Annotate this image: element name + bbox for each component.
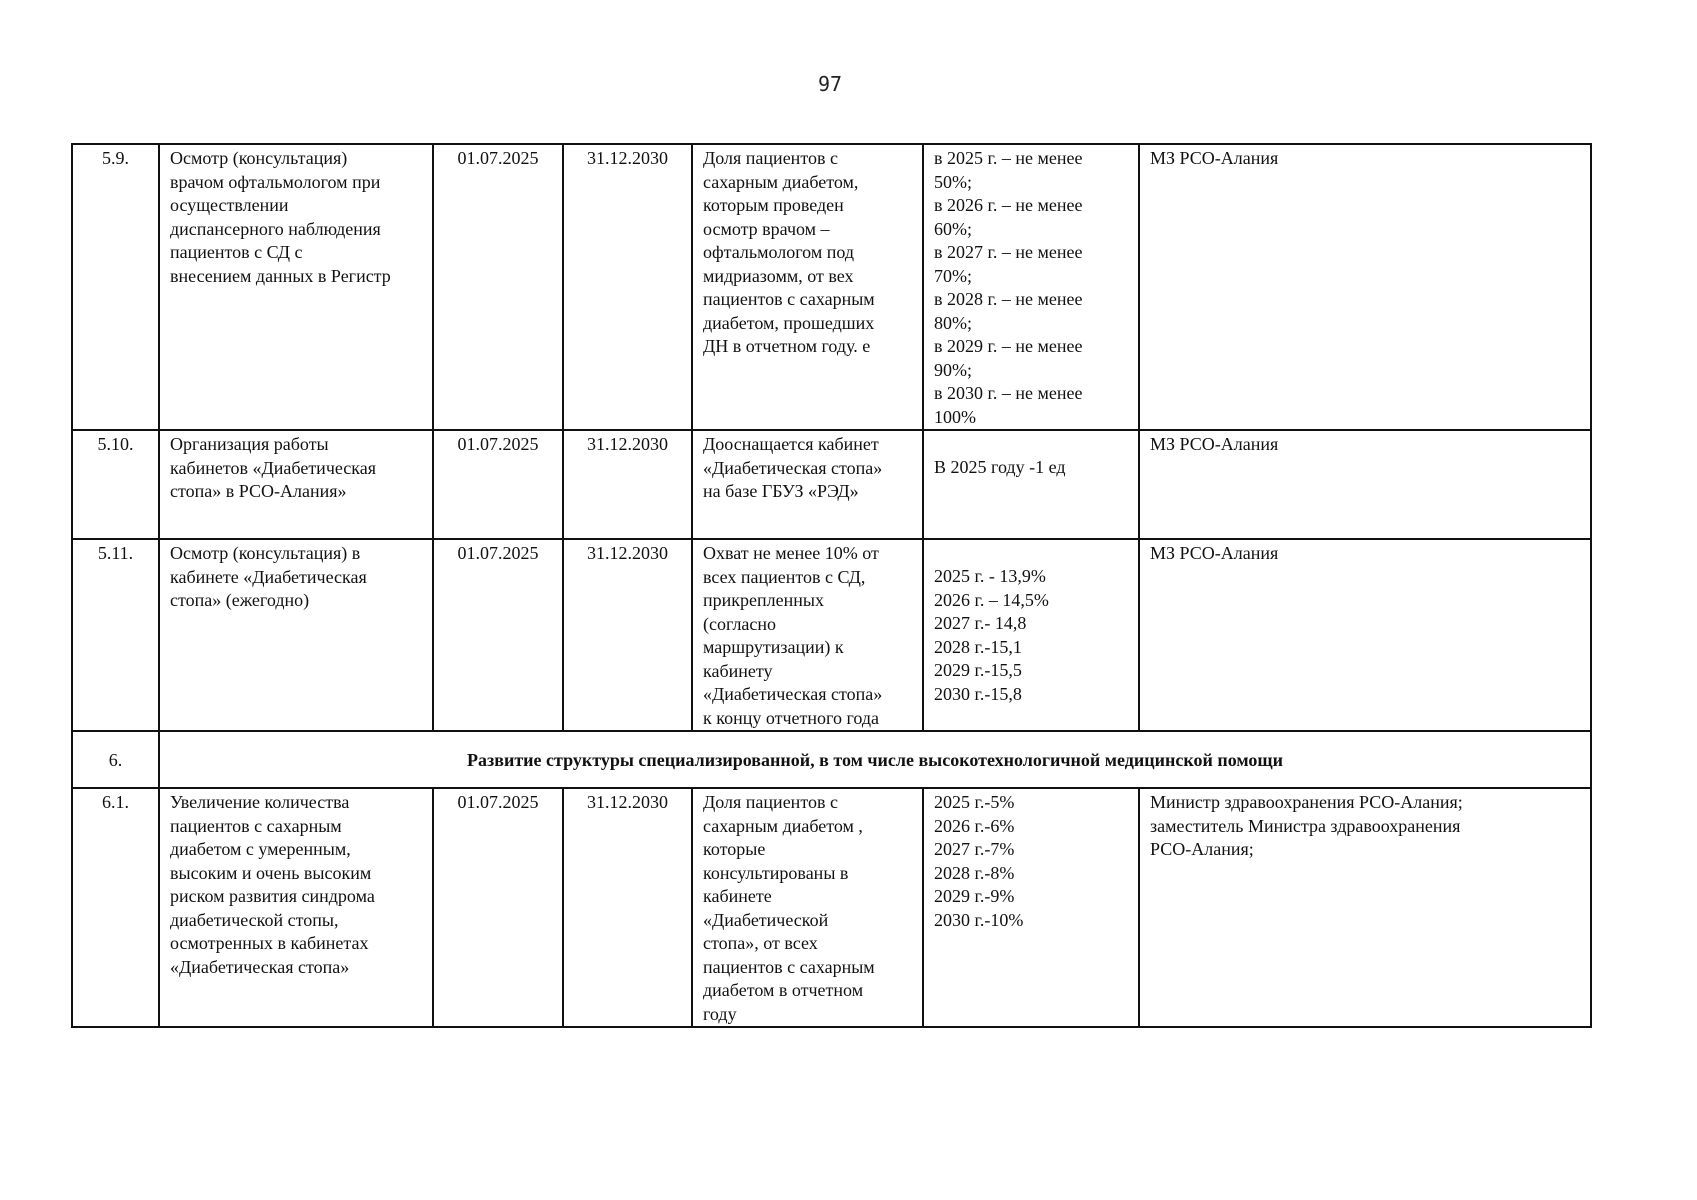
cell-line: в 2026 г. – не менее [934, 195, 1083, 215]
cell-line: осмотр врачом – [703, 218, 830, 239]
cell-line: «Диабетическая стопа» [703, 684, 883, 704]
cell-line: диабетом в отчетном [703, 980, 864, 1000]
end-date: 31.12.2030 [563, 788, 692, 1027]
start-date: 01.07.2025 [433, 144, 563, 430]
cell-line: пациентов с СД с [170, 242, 303, 262]
cell-line: 2027 г.- 14,8 [934, 613, 1027, 633]
cell-line: кабинетов «Диабетическая [170, 457, 377, 478]
cell-line: диабетической стопы, [170, 909, 339, 930]
cell-line: Охват не менее 10% от [703, 543, 879, 563]
cell-line: году [703, 1003, 737, 1024]
target-cell [923, 144, 1139, 430]
indicator-cell [692, 788, 923, 1027]
cell-line: заместитель Министра здравоохранения [1150, 815, 1461, 836]
end-date: 31.12.2030 [563, 144, 692, 430]
cell-line: Осмотр (консультация) [170, 148, 348, 168]
cell-line: пациентов с сахарным [170, 815, 342, 836]
activity-cell [159, 430, 433, 539]
cell-line: высоким и очень высоким [170, 862, 372, 883]
target-cell [923, 539, 1139, 731]
table-row [72, 430, 1591, 539]
cell-line: «Диабетической [703, 909, 829, 930]
activity-cell [159, 539, 433, 731]
activity-cell [159, 144, 433, 430]
cell-line: в 2030 г. – не менее [934, 383, 1083, 403]
cell-line: 2027 г.-7% [934, 839, 1015, 859]
cell-line: Организация работы [170, 434, 329, 454]
cell-line: 2026 г. – 14,5% [934, 589, 1049, 610]
section-title: Развитие структуры специализированной, в том числе высокотехнологичной медицинской помощи [159, 731, 1591, 788]
activity-cell [159, 788, 433, 1027]
action-plan-table [71, 143, 1592, 1028]
cell-line: диабетом с умеренным, [170, 839, 351, 859]
cell-line: в 2028 г. – не менее [934, 289, 1083, 309]
cell-line: 2029 г.-15,5 [934, 660, 1022, 680]
indicator-cell [692, 144, 923, 430]
table-row [72, 144, 1591, 430]
cell-line: 90%; [934, 359, 972, 380]
cell-line: офтальмологом под [703, 242, 854, 262]
cell-line: 2026 г.-6% [934, 815, 1015, 836]
cell-line: осмотренных в кабинетах [170, 933, 369, 953]
cell-line: которые [703, 839, 766, 859]
page-number: 97 [817, 72, 843, 96]
cell-line: кабинете [703, 886, 772, 906]
cell-line: 2025 г.-5% [934, 792, 1015, 812]
cell-line: кабинету [703, 660, 773, 681]
cell-line: РСО-Алания; [1150, 839, 1254, 859]
cell-line: риском развития синдрома [170, 886, 375, 906]
cell-line: которым проведен [703, 195, 844, 215]
start-date: 01.07.2025 [433, 539, 563, 731]
end-date: 31.12.2030 [563, 430, 692, 539]
start-date: 01.07.2025 [433, 788, 563, 1027]
table-row [72, 731, 1591, 788]
cell-line: МЗ РСО-Алания [1150, 148, 1279, 168]
cell-line: врачом офтальмологом при [170, 171, 381, 192]
cell-line: 2025 г. - 13,9% [934, 566, 1046, 586]
cell-line: 2029 г.-9% [934, 886, 1015, 906]
cell-line: мидриазомм, от вех [703, 265, 854, 286]
cell-line: Дооснащается кабинет [703, 434, 879, 454]
cell-line: МЗ РСО-Алания [1150, 543, 1279, 563]
cell-line: пациентов с сахарным [703, 289, 875, 309]
row-number: 5.10. [72, 430, 159, 539]
responsible-cell [1139, 430, 1591, 539]
cell-line: в 2029 г. – не менее [934, 336, 1083, 356]
cell-line: сахарным диабетом, [703, 171, 859, 192]
cell-line: Осмотр (консультация) в [170, 543, 361, 563]
cell-line: 50%; [934, 171, 972, 192]
cell-line: Увеличение количества [170, 792, 350, 812]
cell-line: В 2025 году -1 ед [934, 457, 1066, 477]
cell-line: «Диабетическая стопа» [703, 457, 883, 478]
cell-line: сахарным диабетом , [703, 815, 863, 836]
cell-line: в 2027 г. – не менее [934, 242, 1083, 262]
table-row [72, 788, 1591, 1027]
indicator-cell [692, 539, 923, 731]
responsible-cell [1139, 539, 1591, 731]
cell-line: 80%; [934, 312, 972, 333]
target-cell [923, 430, 1139, 539]
cell-line: Министр здравоохранения РСО-Алания; [1150, 792, 1463, 812]
cell-line: (согласно [703, 613, 777, 634]
cell-line: в 2025 г. – не менее [934, 148, 1083, 168]
cell-line: 70%; [934, 265, 972, 286]
cell-line: 100% [934, 406, 976, 427]
cell-line: на базе ГБУЗ «РЭД» [703, 481, 859, 501]
cell-line: 2030 г.-10% [934, 909, 1024, 930]
cell-line: 2028 г.-8% [934, 862, 1015, 883]
row-number: 6. [72, 731, 159, 788]
cell-line: осуществлении [170, 195, 289, 215]
start-date: 01.07.2025 [433, 430, 563, 539]
cell-line: ДН в отчетном году. е [703, 336, 871, 356]
row-number: 5.9. [72, 144, 159, 430]
cell-line: 60%; [934, 218, 972, 239]
cell-line: всех пациентов с СД, [703, 566, 866, 587]
target-cell [923, 788, 1139, 1027]
cell-line: Доля пациентов с [703, 148, 838, 168]
cell-line: 2030 г.-15,8 [934, 683, 1022, 704]
cell-line: стопа» в РСО-Алания» [170, 481, 347, 501]
cell-line: стопа», от всех [703, 933, 818, 953]
indicator-cell [692, 430, 923, 539]
row-number: 6.1. [72, 788, 159, 1027]
cell-line: консультированы в [703, 862, 849, 883]
cell-line: кабинете «Диабетическая [170, 566, 367, 587]
cell-line: пациентов с сахарным [703, 956, 875, 977]
cell-line: Доля пациентов с [703, 792, 838, 812]
cell-line: внесением данных в Регистр [170, 265, 391, 286]
cell-line: диспансерного наблюдения [170, 218, 381, 239]
cell-line: стопа» (ежегодно) [170, 590, 310, 610]
cell-line: к концу отчетного года [703, 707, 880, 728]
cell-line: прикрепленных [703, 590, 824, 610]
cell-line: «Диабетическая стопа» [170, 956, 350, 977]
responsible-cell [1139, 144, 1591, 430]
cell-line: маршрутизации) к [703, 637, 844, 657]
cell-line: диабетом, прошедших [703, 312, 875, 333]
table-row [72, 539, 1591, 731]
responsible-cell [1139, 788, 1591, 1027]
cell-line: 2028 г.-15,1 [934, 636, 1022, 657]
row-number: 5.11. [72, 539, 159, 731]
cell-line: МЗ РСО-Алания [1150, 434, 1279, 454]
end-date: 31.12.2030 [563, 539, 692, 731]
